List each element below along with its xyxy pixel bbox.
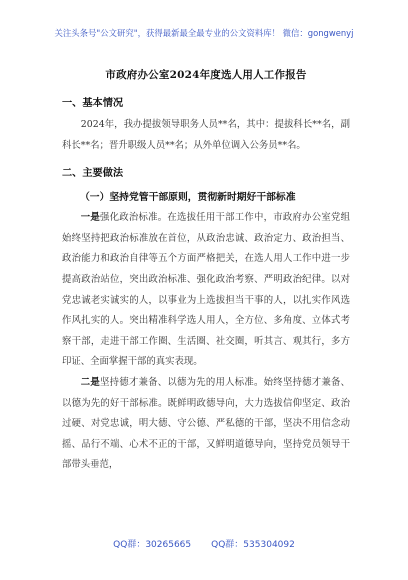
paragraph-text: 强化政治标准。在选拔任用干部工作中，市政府办公室党组始终坚持把政治标准放在首位，从政治忠诚、政治定力、政治担当、政治能力和政治自律等五个方面严格把关，在选人用人工作中进一步提高政治站位，突出政治标准、强化政治考察、严明政治纪律。以对党忠诚老实诚实的人，以事业为上选拔担当干事的人，以扎实作风选作风扎实的人。突出精准科学选人用人，全方位、多角度、立体式考察干部，走进干部工作圈、生活圈、社交圈，听其言、观其行，多方印证、全面掌握干部的真实表现。: [62, 212, 350, 368]
paragraph-text: 坚持德才兼备、以德为先的用人标准。始终坚持德才兼备、以德为先的好干部标准。既鲜明政德导向，大力选拔信仰坚定、政治过硬、对党忠诚，明大德、守公德、严私德的干部，坚决不用信念动摇、品行不端、心术不正的干部，又鲜明道德导向，坚持党员领导干部带头垂范，: [62, 376, 350, 471]
section-heading-basic-info: 一、基本情况: [62, 98, 124, 109]
subsection-heading-party-principle: （一）坚持党管干部原则，贯彻新时期好干部标准: [80, 192, 296, 204]
qq-group-1: QQ群：30265665: [113, 540, 192, 550]
paragraph-integrity-standard: [62, 373, 350, 476]
paragraph-political-standard: [62, 208, 350, 373]
paragraph-lead: 一是: [80, 212, 101, 224]
document-title: 市政府办公室2024年度选人用人工作报告: [105, 69, 307, 81]
qq-footer: [0, 537, 408, 550]
document-body: [62, 60, 350, 476]
section-heading-main-practices: 二、主要做法: [62, 168, 124, 180]
basic-info-paragraph: 2024年，我办提拔领导职务人员**名，其中：提拔科长**名，副科长**名；晋升职级人员**名；从外单位调入公务员**名。: [62, 119, 350, 151]
paragraph-lead: 二是: [80, 376, 101, 388]
promo-banner: 关注头条号"公文研究"，获得最新最全最专业的公文资料库！ 微信：gongwenyj: [54, 28, 354, 38]
qq-group-2: QQ群：535304092: [211, 540, 295, 550]
